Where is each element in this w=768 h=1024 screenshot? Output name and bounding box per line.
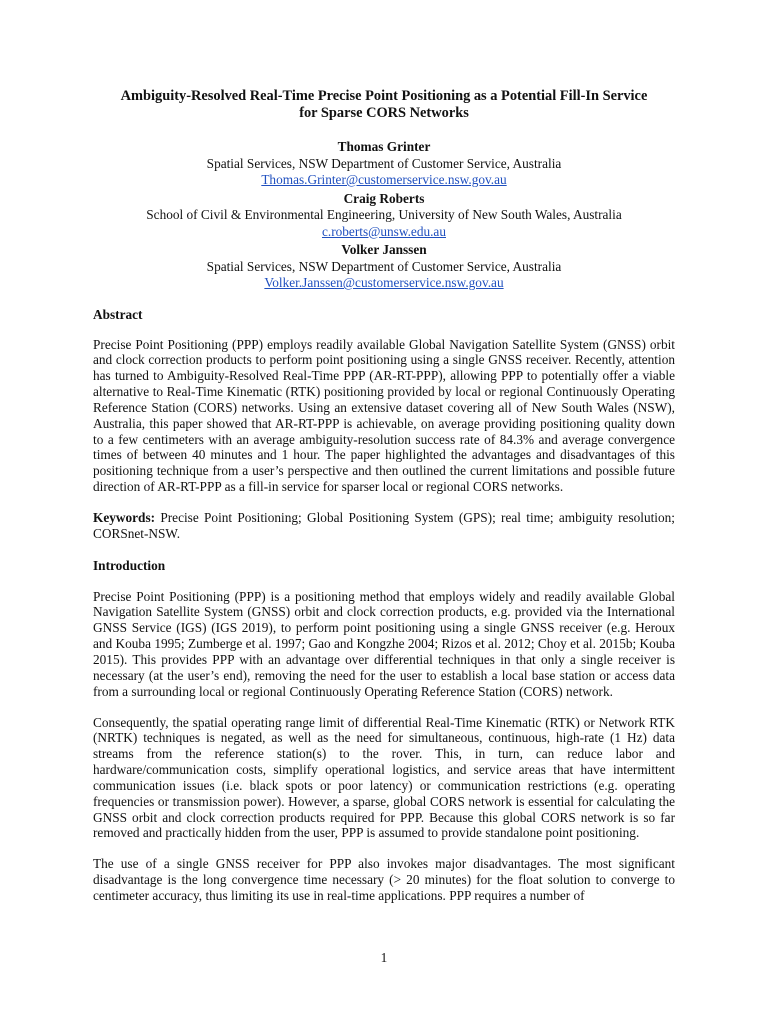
paper-title <box>93 88 675 122</box>
author-block-1 <box>93 139 675 189</box>
author-email-link[interactable]: Volker.Janssen@customerservice.nsw.gov.au <box>264 275 504 290</box>
introduction-heading: Introduction <box>93 557 166 573</box>
abstract-text: Precise Point Positioning (PPP) employs readily available Global Navigation Satellite System (GNSS) orbit and clock correction products to perform point positioning using a single GNSS receiver. Recently, attention has turned to Ambiguity-Resolved Real-Time PPP (AR-RT-PPP), allowing PPP to potentially offer a viable alternative to Real-Time Kinematic (RTK) positioning provided by local or regional Continuously Operating Reference Station (CORS) networks. Using an extensive dataset covering all of New South Wales (NSW), Australia, this paper showed that AR-RT-PPP is achievable, on average providing positioning quality down to a few centimeters with an average ambiguity-resolution success rate of 84.3% and average convergence times of between 40 minutes and 1 hour. The paper highlighted the advantages and disadvantages of this positioning technique from a user’s perspective and then outlined the current limitations and possible future direction of AR-RT-PPP as a fill-in service for sparser local or regional CORS networks. <box>93 336 675 495</box>
page-number: 1 <box>380 950 388 965</box>
keywords-label: Keywords: <box>93 509 156 525</box>
paper-title-line-1: Ambiguity-Resolved Real-Time Precise Point Positioning as a Potential Fill-In Service <box>120 88 648 104</box>
author-email-link[interactable]: Thomas.Grinter@customerservice.nsw.gov.au <box>261 172 507 187</box>
paper-content <box>93 88 675 904</box>
author-email-link[interactable]: c.roberts@unsw.edu.au <box>321 223 446 239</box>
author-affiliation: Spatial Services, NSW Department of Customer Service, Australia <box>206 258 562 274</box>
author-block-2 <box>93 191 675 241</box>
keywords <box>93 510 675 542</box>
author-name: Craig Roberts <box>343 190 425 206</box>
intro-paragraph-3: The use of a single GNSS receiver for PPP also invokes major disadvantages. The most significant disadvantage is the long convergence time necessary (> 20 minutes) for the float solution to converge to centimeter accuracy, thus limiting its use in real-time applications. PPP requires a number of <box>93 856 675 903</box>
author-affiliation: School of Civil & Environmental Engineering, University of New South Wales, Australia <box>146 207 622 222</box>
intro-paragraph-2: Consequently, the spatial operating range limit of differential Real-Time Kinematic (RTK) or Network RTK (NRTK) techniques is negated, as well as the need for simultaneous, continuous, high-rate (1 Hz) data streams from the reference station(s) to the rover. This, in turn, can reduce labor and hardware/communication costs, simplify operational logistics, and service areas that have intermittent communication issues (i.e. black spots or poor latency) or communication restrictions (e.g. operating frequencies or transmission power). However, a sparse, global CORS network is essential for calculating the GNSS orbit and clock correction products required for PPP. Because this global CORS network is so far removed and practically hidden from the user, PPP is assumed to provide standalone point positioning. <box>93 714 675 841</box>
author-affiliation: Spatial Services, NSW Department of Customer Service, Australia <box>206 155 562 171</box>
intro-paragraph-1: Precise Point Positioning (PPP) is a positioning method that employs widely and readily available Global Navigation Satellite System (GNSS) orbit and clock correction products, e.g. provided via the International GNSS Service (IGS) (IGS 2019), to perform point positioning using a single GNSS receiver (e.g. Heroux and Kouba 1995; Zumberge et al. 1997; Gao and Kongzhe 2004; Rizos et al. 2012; Choy et al. 2015b; Kouba 2015). This provides PPP with an advantage over differential techniques in that only a single receiver is necessary (at the user’s end), removing the need for the user to establish a local base station or access data from a surrounding local or regional Continuously Operating Reference Station (CORS) network. <box>93 588 675 699</box>
keywords-text: Precise Point Positioning; Global Positioning System (GPS); real time; ambiguity resolution; CORSnet-NSW. <box>93 509 675 541</box>
author-name: Thomas Grinter <box>337 139 431 154</box>
author-name: Volker Janssen <box>341 242 427 257</box>
abstract-heading: Abstract <box>93 306 143 322</box>
author-block-3 <box>93 242 675 292</box>
paper-title-line-2: for Sparse CORS Networks <box>299 105 469 121</box>
